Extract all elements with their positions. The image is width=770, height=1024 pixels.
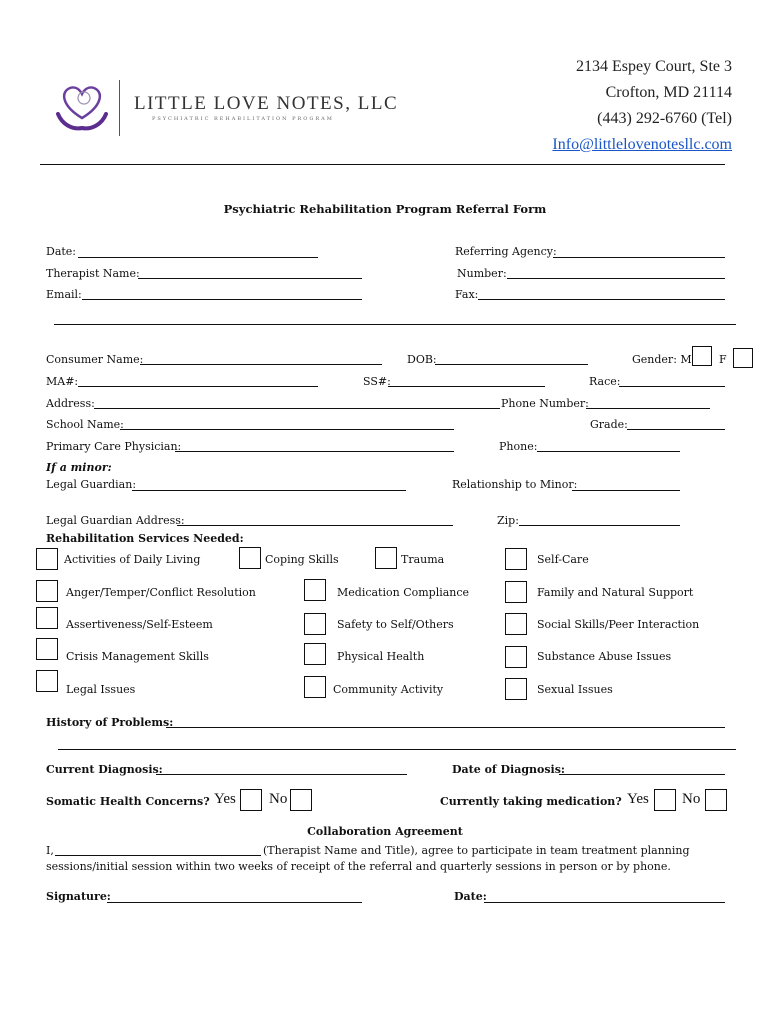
pcp-phone-label: Phone: <box>499 440 538 453</box>
company-name: LITTLE LOVE NOTES, LLC <box>134 93 399 114</box>
service-checkbox-community[interactable] <box>304 676 326 698</box>
service-label-family: Family and Natural Support <box>537 586 694 599</box>
email-field[interactable] <box>82 299 362 300</box>
address-line1: 2134 Espey Court, Ste 3 <box>576 58 732 75</box>
address-label: Address: <box>46 397 95 410</box>
service-checkbox-coping[interactable] <box>239 547 261 569</box>
agreement-therapist-field[interactable] <box>55 855 261 856</box>
pcp-field[interactable] <box>175 451 454 452</box>
service-checkbox-anger[interactable] <box>36 580 58 602</box>
medication-label: Currently taking medication? <box>440 795 622 808</box>
dob-field[interactable] <box>435 364 588 365</box>
agreement-line2: sessions/initial session within two weeks of receipt of the referral and quarterly sessions in person or by phone. <box>46 860 671 873</box>
signature-date-label: Date: <box>454 890 487 903</box>
somatic-no-label: No <box>269 791 288 807</box>
therapist-name-field[interactable] <box>138 278 362 279</box>
number-label: Number: <box>457 267 507 280</box>
service-label-community: Community Activity <box>333 683 444 696</box>
zip-label: Zip: <box>497 514 519 527</box>
relationship-field[interactable] <box>572 490 680 491</box>
somatic-no-checkbox[interactable] <box>290 789 312 811</box>
agreement-title: Collaboration Agreement <box>307 825 463 838</box>
signature-field[interactable] <box>107 902 362 903</box>
date-label: Date: <box>46 245 77 258</box>
services-heading: Rehabilitation Services Needed: <box>46 532 244 545</box>
somatic-yes-checkbox[interactable] <box>240 789 262 811</box>
service-checkbox-substance[interactable] <box>505 646 527 668</box>
relationship-label: Relationship to Minor: <box>452 478 578 491</box>
service-label-trauma: Trauma <box>401 553 445 566</box>
service-checkbox-activities[interactable] <box>36 548 58 570</box>
service-checkbox-family[interactable] <box>505 581 527 603</box>
history-field-line2[interactable] <box>58 749 736 750</box>
gender-f-checkbox[interactable] <box>733 348 753 368</box>
therapist-name-label: Therapist Name: <box>46 267 140 280</box>
phone-tel: (443) 292-6760 (Tel) <box>597 110 732 127</box>
school-name-field[interactable] <box>120 429 454 430</box>
header-rule <box>40 164 725 165</box>
race-label: Race: <box>589 375 621 388</box>
signature-date-field[interactable] <box>484 902 725 903</box>
somatic-yes-label: Yes <box>214 791 236 807</box>
heart-hands-logo-icon <box>52 78 112 136</box>
service-checkbox-sexual[interactable] <box>505 678 527 700</box>
guardian-address-field[interactable] <box>177 525 453 526</box>
consumer-name-label: Consumer Name: <box>46 353 144 366</box>
ss-label: SS#: <box>363 375 391 388</box>
current-diagnosis-label: Current Diagnosis: <box>46 763 163 776</box>
if-minor-label: If a minor: <box>46 461 112 474</box>
legal-guardian-label: Legal Guardian: <box>46 478 137 491</box>
service-checkbox-crisis[interactable] <box>36 638 58 660</box>
contact-email-link[interactable]: Info@littlelovenotesllc.com <box>552 136 732 153</box>
service-checkbox-assertiveness[interactable] <box>36 607 58 629</box>
guardian-address-label: Legal Guardian Address: <box>46 514 185 527</box>
service-label-selfcare: Self-Care <box>537 553 589 566</box>
ma-field[interactable] <box>78 386 318 387</box>
service-label-sexual: Sexual Issues <box>537 683 613 696</box>
service-label-anger: Anger/Temper/Conflict Resolution <box>66 586 256 599</box>
dob-label: DOB: <box>407 353 437 366</box>
pcp-phone-field[interactable] <box>537 451 680 452</box>
grade-field[interactable] <box>627 429 725 430</box>
referring-agency-label: Referring Agency: <box>455 245 557 258</box>
race-field[interactable] <box>619 386 725 387</box>
service-checkbox-social[interactable] <box>505 613 527 635</box>
pcp-label: Primary Care Physician: <box>46 440 182 453</box>
consumer-name-field[interactable] <box>140 364 382 365</box>
service-checkbox-medication[interactable] <box>304 579 326 601</box>
current-diagnosis-field[interactable] <box>156 774 407 775</box>
zip-field[interactable] <box>519 525 680 526</box>
history-label: History of Problems: <box>46 716 174 729</box>
date-of-diagnosis-field[interactable] <box>559 774 725 775</box>
service-label-activities: Activities of Daily Living <box>64 553 201 566</box>
medication-no-label: No <box>682 791 701 807</box>
company-subtitle: PSYCHIATRIC REHABILITATION PROGRAM <box>152 116 334 122</box>
medication-yes-checkbox[interactable] <box>654 789 676 811</box>
logo-divider <box>119 80 120 136</box>
date-field[interactable] <box>78 257 318 258</box>
number-field[interactable] <box>507 278 725 279</box>
date-of-diagnosis-label: Date of Diagnosis: <box>452 763 565 776</box>
fax-field[interactable] <box>478 299 725 300</box>
agreement-line1: (Therapist Name and Title), agree to participate in team treatment planning <box>263 844 690 857</box>
service-label-legal: Legal Issues <box>66 683 136 696</box>
service-checkbox-safety[interactable] <box>304 613 326 635</box>
agreement-i-label: I, <box>46 844 54 857</box>
service-label-substance: Substance Abuse Issues <box>537 650 672 663</box>
ss-field[interactable] <box>388 386 545 387</box>
service-label-crisis: Crisis Management Skills <box>66 650 209 663</box>
phone-number-field[interactable] <box>586 408 710 409</box>
address-field[interactable] <box>94 408 500 409</box>
medication-no-checkbox[interactable] <box>705 789 727 811</box>
section-rule-1 <box>54 324 736 325</box>
school-name-label: School Name: <box>46 418 124 431</box>
company-logo <box>52 78 112 136</box>
signature-label: Signature: <box>46 890 111 903</box>
service-label-coping: Coping Skills <box>265 553 339 566</box>
address-line2: Crofton, MD 21114 <box>605 84 732 101</box>
service-label-social: Social Skills/Peer Interaction <box>537 618 700 631</box>
gender-f-label: F <box>719 353 727 366</box>
medication-yes-label: Yes <box>627 791 649 807</box>
email-label: Email: <box>46 288 82 301</box>
service-checkbox-selfcare[interactable] <box>505 548 527 570</box>
legal-guardian-field[interactable] <box>132 490 406 491</box>
service-label-medication: Medication Compliance <box>337 586 470 599</box>
fax-label: Fax: <box>455 288 479 301</box>
phone-number-label: Phone Number: <box>501 397 589 410</box>
service-checkbox-physical[interactable] <box>304 643 326 665</box>
grade-label: Grade: <box>590 418 628 431</box>
form-title: Psychiatric Rehabilitation Program Referral Form <box>223 202 547 216</box>
referring-agency-field[interactable] <box>553 257 725 258</box>
somatic-label: Somatic Health Concerns? <box>46 795 210 808</box>
gender-m-checkbox[interactable] <box>692 346 712 366</box>
service-label-physical: Physical Health <box>337 650 425 663</box>
ma-label: MA#: <box>46 375 79 388</box>
service-label-safety: Safety to Self/Others <box>337 618 454 631</box>
service-checkbox-trauma[interactable] <box>375 547 397 569</box>
service-checkbox-legal[interactable] <box>36 670 58 692</box>
history-field[interactable] <box>166 727 725 728</box>
service-label-assertiveness: Assertiveness/Self-Esteem <box>66 618 213 631</box>
gender-label: Gender: M <box>632 353 692 366</box>
